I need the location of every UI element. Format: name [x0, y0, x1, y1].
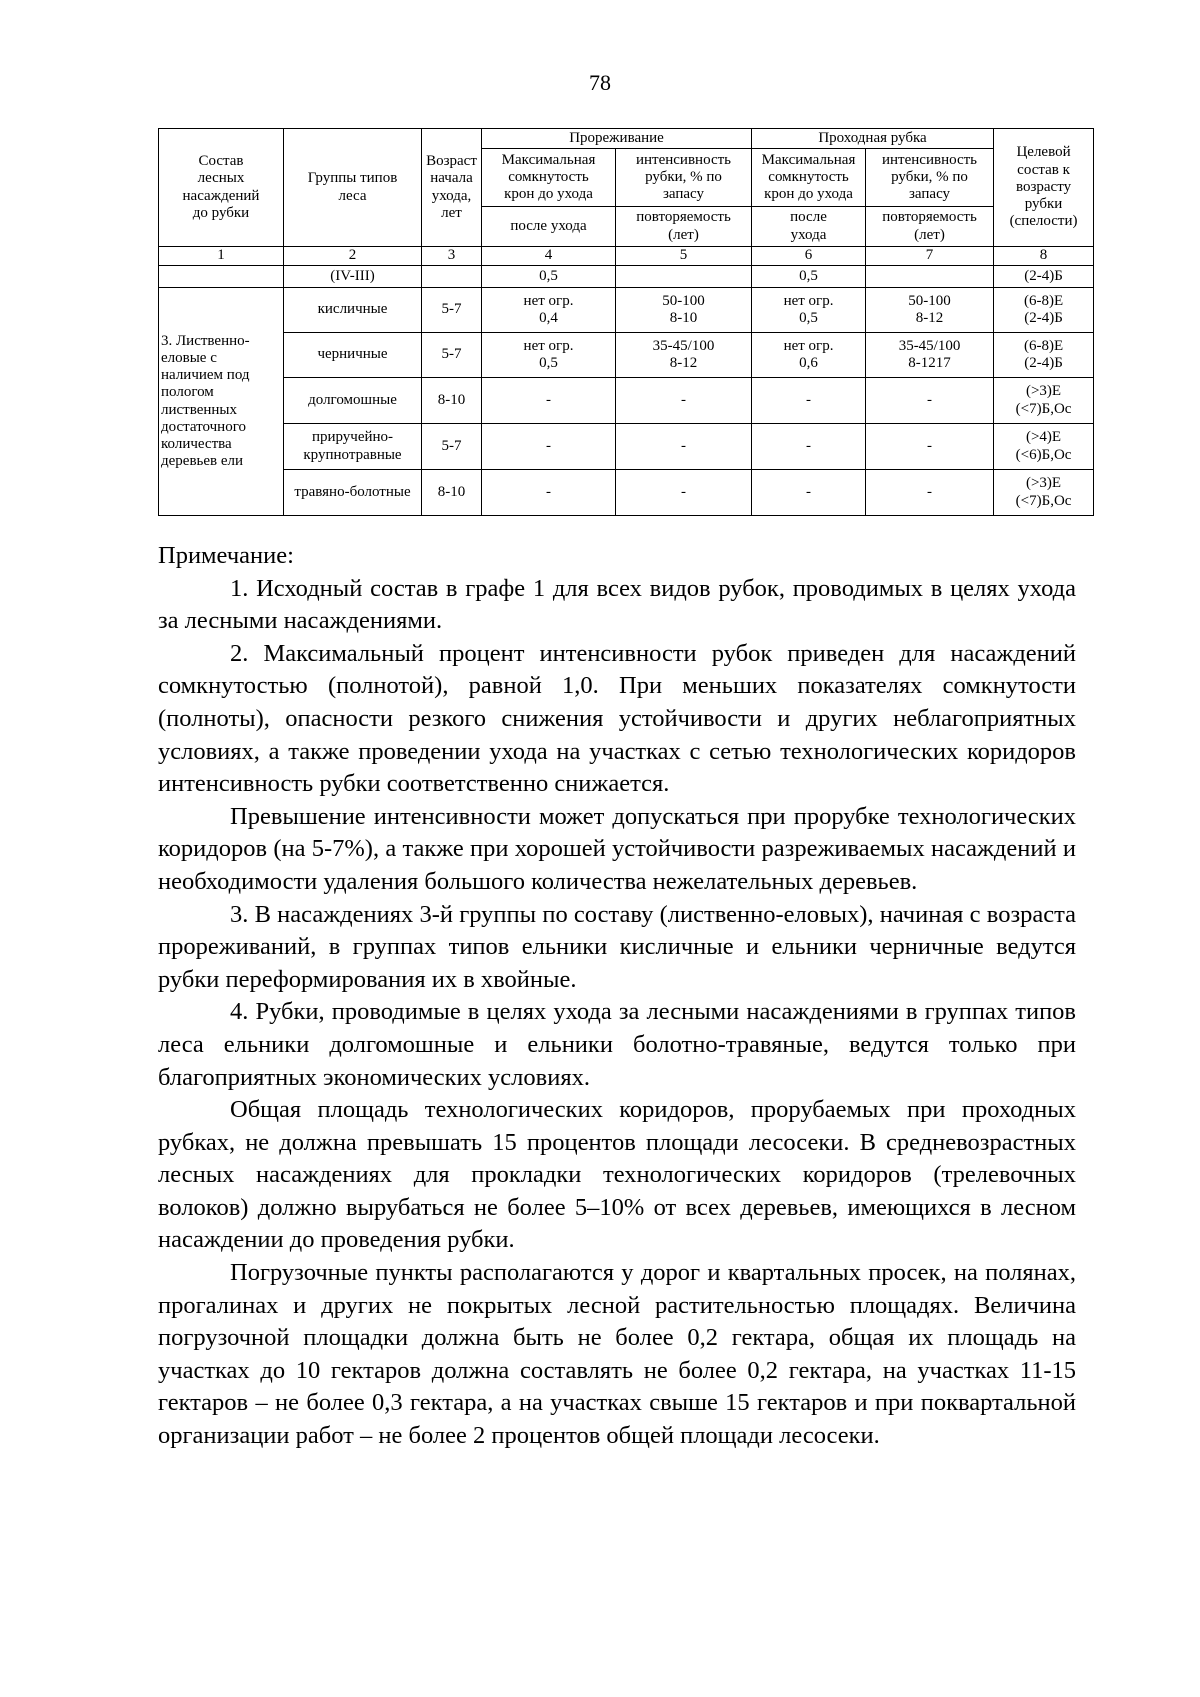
note-paragraph: 4. Рубки, проводимые в целях ухода за лесными насаждениями в группах типов леса ельники долгомошные и ельники болотно-травяные, ведутся только при благоприятных экономических условиях.	[158, 998, 1076, 1091]
header-max-density-2: Максимальная сомкнутость крон до ухода	[752, 149, 866, 207]
group-cell: (IV-III)	[284, 266, 422, 288]
table-row	[159, 333, 1094, 378]
header-target-composition: Целевой состав к возрасту рубки (спелости)	[994, 129, 1094, 247]
column-number: 1	[159, 247, 284, 266]
value-cell: нет огр. 0,5	[482, 333, 616, 378]
group-cell: травяно-болотные	[284, 470, 422, 516]
value-cell: -	[866, 470, 994, 516]
target-cell: (2-4)Б	[994, 266, 1094, 288]
age-cell: 5-7	[422, 333, 482, 378]
value-cell: 50-100 8-12	[866, 288, 994, 333]
value-cell: -	[866, 424, 994, 470]
group-cell: кисличные	[284, 288, 422, 333]
column-number: 5	[616, 247, 752, 266]
target-cell: (6-8)Е (2-4)Б	[994, 288, 1094, 333]
target-cell: (>3)Е (<7)Б,Ос	[994, 378, 1094, 424]
table-row	[159, 424, 1094, 470]
header-intensity-2: интенсивность рубки, % по запасу	[866, 149, 994, 207]
header-intensity-1: интенсивность рубки, % по запасу	[616, 149, 752, 207]
note-paragraph: Превышение интенсивности может допускаться при прорубке технологических коридоров (на 5-7%), а также при хорошей устойчивости разреживаемых насаждений и необходимости удаления большого количества нежелательных деревьев.	[158, 802, 1076, 895]
value-cell: нет огр. 0,6	[752, 333, 866, 378]
header-start-age: Возраст начала ухода, лет	[422, 129, 482, 247]
value-cell: 0,5	[482, 266, 616, 288]
target-cell: (6-8)Е (2-4)Б	[994, 333, 1094, 378]
note-paragraph: 2. Максимальный процент интенсивности рубок приведен для насаждений сомкнутостью (полнотой), равной 1,0. При меньших показателях сомкнутости (полноты), опасности резкого снижения устойчивости и других неблагоприятных условиях, а также проведении ухода на участках с сетью технологических коридоров интенсивность рубки соответственно снижается.	[158, 639, 1076, 798]
column-number-row	[159, 247, 1094, 266]
note-paragraph: 1. Исходный состав в графе 1 для всех видов рубок, проводимых в целях ухода за лесными насаждениями.	[158, 574, 1076, 635]
header-repeat-2: повторяемость (лет)	[866, 207, 994, 247]
table-row	[159, 288, 1094, 333]
section-label: 3. Лиственно- еловые с наличием под пологом лиственных достаточного количества деревьев ели	[159, 288, 284, 516]
value-cell: -	[752, 470, 866, 516]
target-cell: (>3)Е (<7)Б,Ос	[994, 470, 1094, 516]
group-cell: черничные	[284, 333, 422, 378]
header-after-care-2: после ухода	[752, 207, 866, 247]
age-cell: 5-7	[422, 424, 482, 470]
header-after-care-1: после ухода	[482, 207, 616, 247]
value-cell: -	[866, 378, 994, 424]
column-number: 4	[482, 247, 616, 266]
header-max-density-1: Максимальная сомкнутость крон до ухода	[482, 149, 616, 207]
age-cell: 8-10	[422, 470, 482, 516]
value-cell: -	[616, 378, 752, 424]
column-number: 3	[422, 247, 482, 266]
column-number: 6	[752, 247, 866, 266]
note-title: Примечание:	[158, 542, 294, 569]
page-number: 78	[589, 70, 611, 95]
value-cell: 0,5	[752, 266, 866, 288]
value-cell: 35-45/100 8-1217	[866, 333, 994, 378]
table-row	[159, 470, 1094, 516]
column-number: 7	[866, 247, 994, 266]
note-paragraph: Погрузочные пункты располагаются у дорог и квартальных просек, на полянах, прогалинах и других не покрытых лесной растительностью площадях. Величина погрузочной площадки должна быть не более 0,2 гектара, общая их площадь на участках до 10 гектаров должна составлять не более 0,2 гектара, на участках 11-15 гектаров – не более 0,3 гектара, а на участках свыше 15 гектаров и при поквартальной организации работ – не более 2 процентов общей площади лесосеки.	[158, 1259, 1076, 1450]
table-row	[159, 378, 1094, 424]
value-cell: 50-100 8-10	[616, 288, 752, 333]
age-cell: 8-10	[422, 378, 482, 424]
value-cell: -	[752, 378, 866, 424]
value-cell: нет огр. 0,4	[482, 288, 616, 333]
forest-care-table	[158, 128, 1094, 516]
target-cell: (>4)Е (<6)Б,Ос	[994, 424, 1094, 470]
value-cell: -	[616, 470, 752, 516]
header-repeat-1: повторяемость (лет)	[616, 207, 752, 247]
notes-section	[158, 540, 1076, 1453]
value-cell: -	[482, 424, 616, 470]
value-cell: -	[482, 470, 616, 516]
column-number: 8	[994, 247, 1094, 266]
value-cell: 35-45/100 8-12	[616, 333, 752, 378]
column-number: 2	[284, 247, 422, 266]
value-cell: -	[752, 424, 866, 470]
table-row	[159, 266, 1094, 288]
note-paragraph: Общая площадь технологических коридоров, прорубаемых при проходных рубках, не должна превышать 15 процентов площади лесосеки. В средневозрастных лесных насаждениях для прокладки технологических коридоров (трелевочных волоков) должно вырубаться не более 5–10% от всех деревьев, имеющихся в лесном насаждении до проведения рубки.	[158, 1096, 1076, 1254]
group-cell: долгомошные	[284, 378, 422, 424]
group-cell: приручейно- крупнотравные	[284, 424, 422, 470]
age-cell: 5-7	[422, 288, 482, 333]
value-cell: -	[482, 378, 616, 424]
value-cell: нет огр. 0,5	[752, 288, 866, 333]
value-cell: -	[616, 424, 752, 470]
header-composition: Состав лесных насаждений до рубки	[159, 129, 284, 247]
header-forest-groups: Группы типов леса	[284, 129, 422, 247]
header-thinning: Прореживание	[482, 129, 752, 149]
header-passage-cutting: Проходная рубка	[752, 129, 994, 149]
note-paragraph: 3. В насаждениях 3-й группы по составу (лиственно-еловых), начиная с возраста прореживаний, в группах типов ельники кисличные и ельники черничные ведутся рубки переформирования их в хвойные.	[158, 900, 1076, 993]
